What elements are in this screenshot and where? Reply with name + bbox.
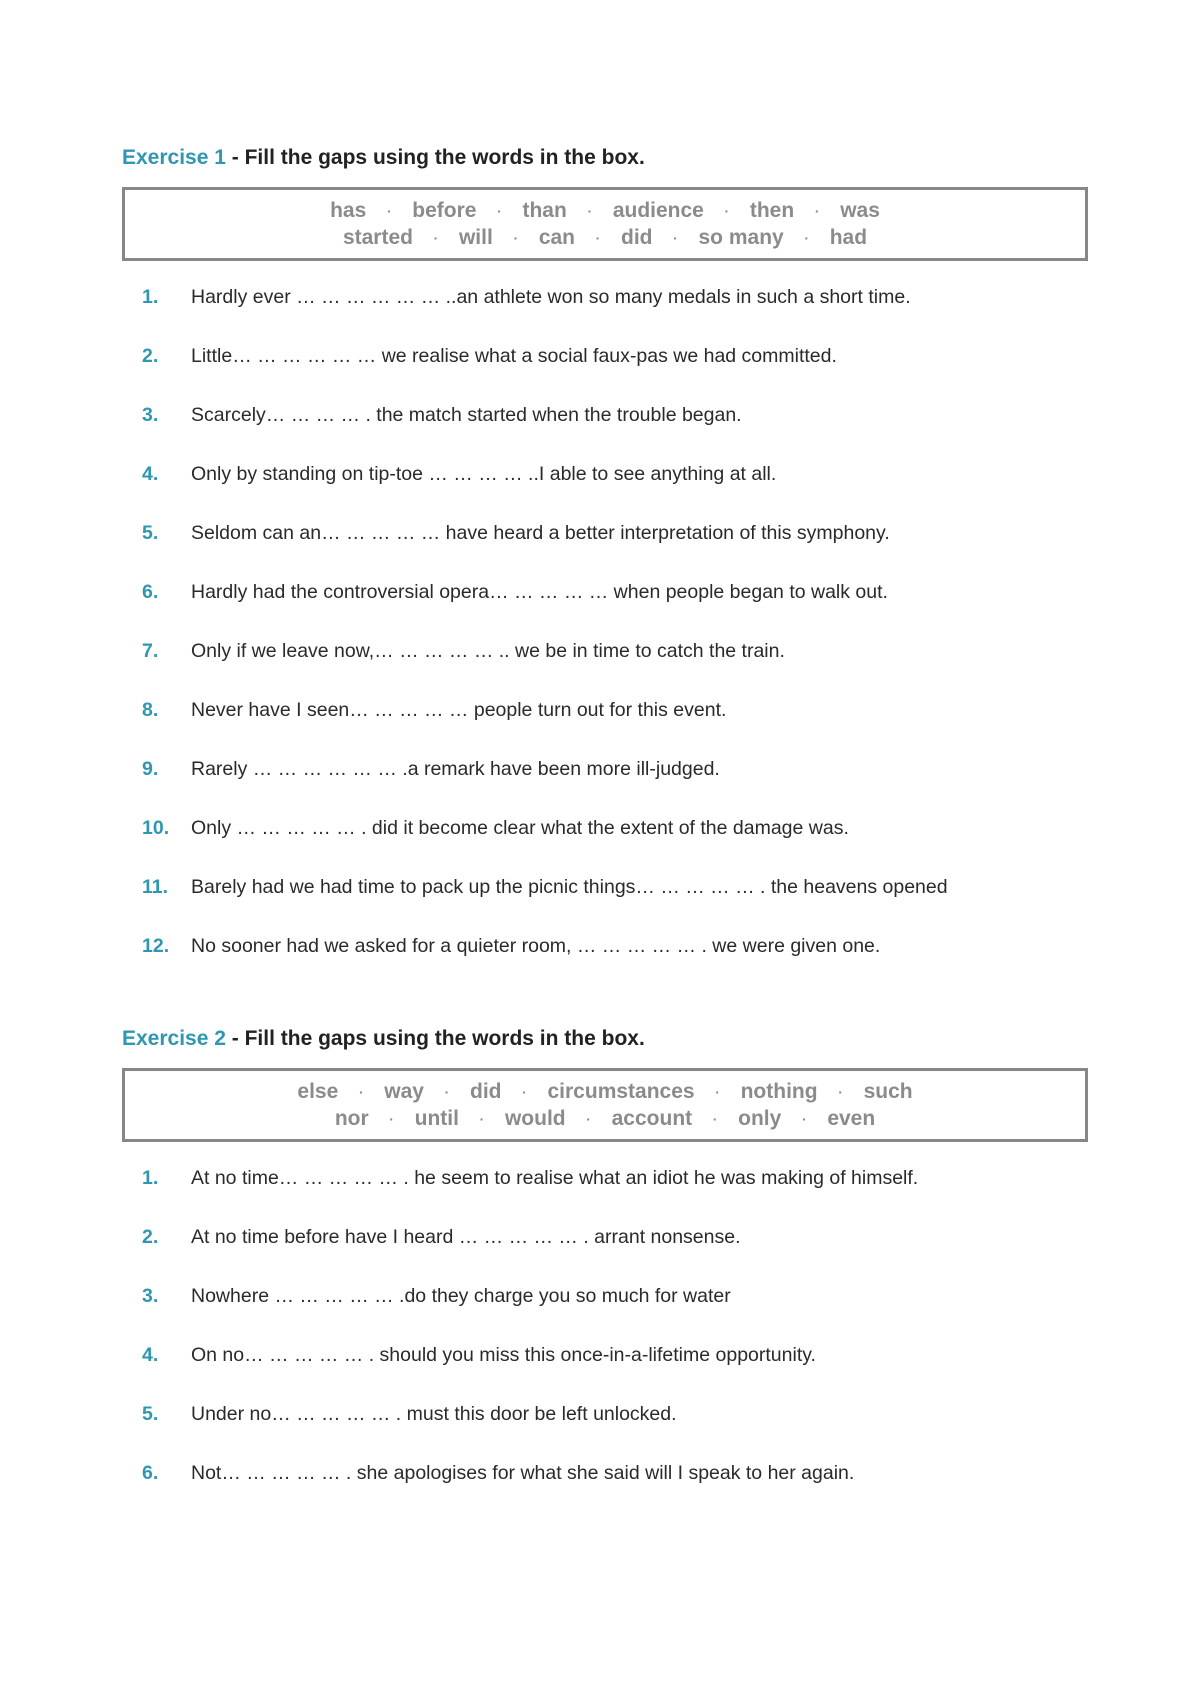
exercise-1-title — [122, 143, 1088, 173]
word-box-word: so many — [698, 226, 784, 249]
item-number: 7. — [142, 640, 159, 662]
word-separator: · — [433, 229, 439, 246]
item-number: 6. — [142, 1462, 159, 1484]
word-separator: · — [712, 1110, 718, 1127]
item-text: Hardly ever … … … … … … ..an athlete won so many medals in such a short time. — [191, 286, 911, 308]
word-separator: · — [386, 202, 392, 219]
item-text: Hardly had the controversial opera… … … … … when people began to walk out. — [191, 581, 888, 603]
word-box-word: can — [538, 226, 575, 249]
word-box-word: nothing — [740, 1080, 818, 1103]
exercise-item — [122, 698, 1088, 757]
item-text: Never have I seen… … … … … people turn out for this event. — [191, 699, 727, 721]
exercise-item — [122, 757, 1088, 816]
exercise-1-items — [122, 285, 1088, 993]
item-number: 1. — [142, 286, 159, 308]
word-box-row-1 — [125, 197, 1085, 224]
item-number: 10. — [142, 817, 170, 839]
item-text: Only … … … … … . did it become clear what the extent of the damage was. — [191, 817, 849, 839]
word-box-word: was — [840, 199, 880, 222]
item-number: 12. — [142, 935, 170, 957]
exercise-2-label: Exercise 2 — [122, 1027, 226, 1050]
exercise-item — [122, 1225, 1088, 1284]
exercise-2-section — [122, 1024, 1088, 1520]
exercise-1-instruction: - Fill the gaps using the words in the box. — [225, 146, 645, 169]
word-box-word: account — [611, 1107, 693, 1130]
word-box-row-1 — [125, 1078, 1085, 1105]
exercise-item — [122, 1402, 1088, 1461]
item-text: Under no… … … … … . must this door be left unlocked. — [191, 1403, 677, 1425]
item-text: Rarely … … … … … … .a remark have been more ill-judged. — [191, 758, 720, 780]
word-separator: · — [522, 1083, 527, 1100]
word-box-word: will — [458, 226, 493, 249]
item-text: No sooner had we asked for a quieter room, … … … … … . we were given one. — [191, 935, 881, 957]
word-separator: · — [358, 1083, 364, 1100]
word-box-word: did — [621, 226, 653, 249]
item-number: 2. — [142, 345, 159, 367]
word-box-word: audience — [612, 199, 704, 222]
item-text: On no… … … … … . should you miss this once-in-a-lifetime opportunity. — [191, 1344, 816, 1366]
item-number: 6. — [142, 581, 159, 603]
item-text: Little… … … … … … we realise what a social faux-pas we had committed. — [191, 345, 837, 367]
exercise-2-instruction: - Fill the gaps using the words in the box. — [225, 1027, 645, 1050]
exercise-item — [122, 934, 1088, 993]
word-box-word: has — [330, 199, 367, 222]
word-box-word: started — [342, 226, 413, 249]
exercise-item — [122, 639, 1088, 698]
exercise-item — [122, 403, 1088, 462]
word-box-word: else — [297, 1080, 339, 1103]
word-separator: · — [586, 1110, 591, 1127]
exercise-item — [122, 285, 1088, 344]
exercise-2-title — [122, 1024, 1088, 1054]
item-number: 2. — [142, 1226, 159, 1248]
item-number: 4. — [142, 1344, 159, 1366]
exercise-item — [122, 1343, 1088, 1402]
exercise-item — [122, 462, 1088, 521]
word-box-word: before — [412, 199, 477, 222]
word-separator: · — [673, 229, 678, 246]
word-separator: · — [444, 1083, 450, 1100]
word-box-word: way — [384, 1080, 424, 1103]
item-text: At no time… … … … … . he seem to realise what an idiot he was making of himself. — [191, 1167, 919, 1189]
word-box-word: than — [522, 199, 567, 222]
word-box-word: had — [829, 226, 868, 249]
word-box-word: such — [863, 1080, 913, 1103]
exercise-1-word-box — [122, 187, 1088, 261]
item-text: Scarcely… … … … . the match started when the trouble began. — [191, 404, 742, 426]
word-box-word: nor — [334, 1107, 369, 1130]
item-text: Only if we leave now,… … … … … .. we be in time to catch the train. — [191, 640, 785, 662]
item-number: 5. — [142, 522, 159, 544]
exercise-item — [122, 1461, 1088, 1520]
word-separator: · — [479, 1110, 485, 1127]
word-box-row-2 — [125, 224, 1085, 251]
item-number: 5. — [142, 1403, 159, 1425]
exercise-item — [122, 1284, 1088, 1343]
item-text: At no time before have I heard … … … … … . arrant nonsense. — [191, 1226, 741, 1248]
word-box-word: circumstances — [547, 1080, 695, 1103]
word-box-word: even — [827, 1107, 876, 1130]
word-box-word: only — [738, 1107, 782, 1130]
word-box-row-2 — [125, 1105, 1085, 1132]
exercise-item — [122, 816, 1088, 875]
exercise-item — [122, 875, 1088, 934]
exercise-item — [122, 580, 1088, 639]
exercise-2-word-box — [122, 1068, 1088, 1142]
word-box-word: until — [414, 1107, 459, 1130]
word-box-word: did — [470, 1080, 502, 1103]
exercise-1-label: Exercise 1 — [122, 146, 226, 169]
item-number: 9. — [142, 758, 159, 780]
item-text: Not… … … … … . she apologises for what she said will I speak to her again. — [191, 1462, 855, 1484]
item-number: 3. — [142, 404, 159, 426]
word-box-word: would — [504, 1107, 566, 1130]
word-separator: · — [814, 202, 820, 219]
word-separator: · — [801, 1110, 807, 1127]
word-separator: · — [724, 202, 730, 219]
word-separator: · — [513, 229, 519, 246]
word-separator: · — [587, 202, 593, 219]
word-separator: · — [838, 1083, 843, 1100]
word-separator: · — [389, 1110, 394, 1127]
exercise-item — [122, 1166, 1088, 1225]
item-number: 3. — [142, 1285, 159, 1307]
item-number: 11. — [142, 876, 169, 898]
exercise-1-section — [122, 143, 1088, 993]
word-separator: · — [497, 202, 502, 219]
word-separator: · — [804, 229, 810, 246]
word-separator: · — [595, 229, 601, 246]
word-separator: · — [715, 1083, 720, 1100]
exercise-item — [122, 521, 1088, 580]
item-number: 8. — [142, 699, 159, 721]
item-text: Seldom can an… … … … … have heard a better interpretation of this symphony. — [191, 522, 890, 544]
item-text: Only by standing on tip-toe … … … … ..I able to see anything at all. — [191, 463, 777, 485]
item-number: 4. — [142, 463, 159, 485]
exercise-2-items — [122, 1166, 1088, 1520]
item-number: 1. — [142, 1167, 159, 1189]
word-box-word: then — [749, 199, 795, 222]
item-text: Nowhere … … … … … .do they charge you so much for water — [191, 1285, 731, 1307]
item-text: Barely had we had time to pack up the picnic things… … … … … . the heavens opened — [191, 876, 948, 898]
exercise-item — [122, 344, 1088, 403]
